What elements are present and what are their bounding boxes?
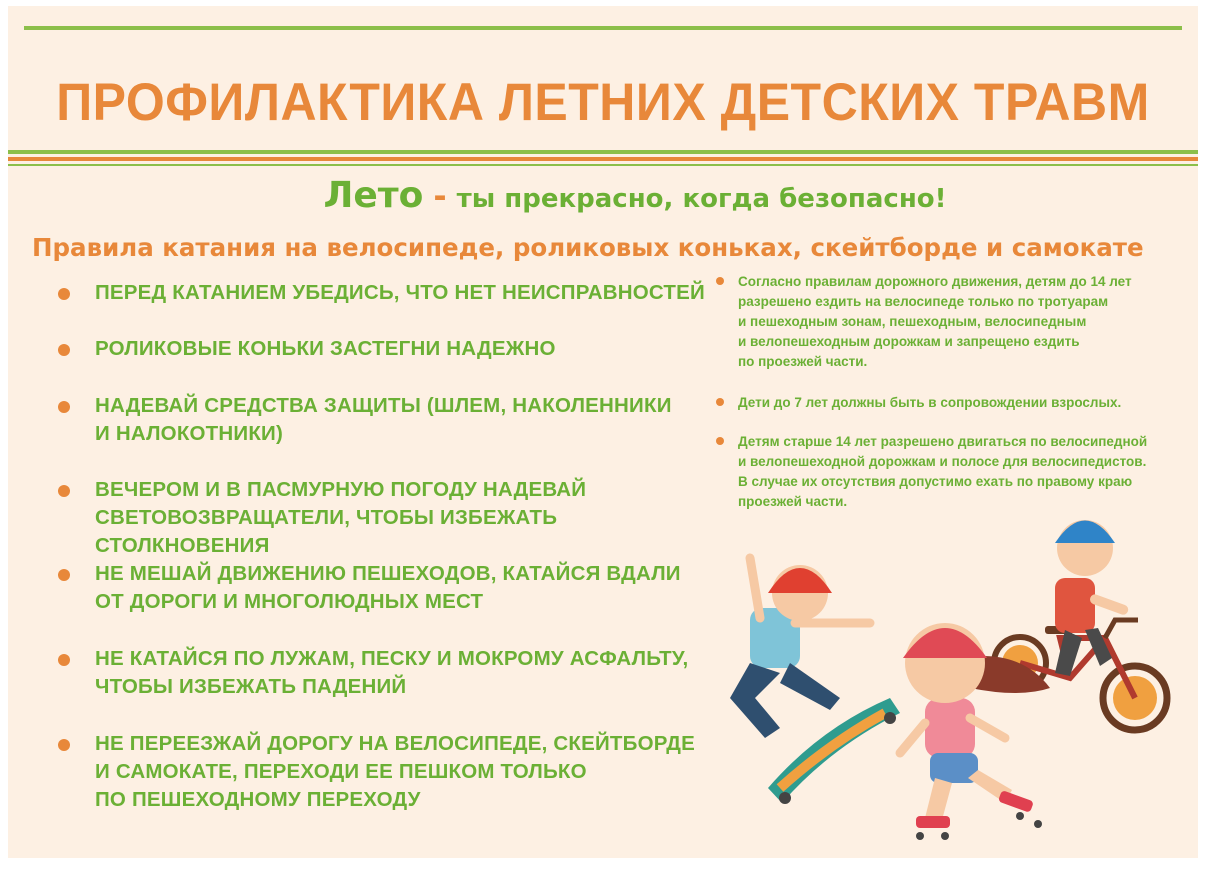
skateboarder-boy	[730, 558, 900, 804]
rule-item	[58, 560, 708, 616]
slogan-rest: ты прекрасно, когда безопасно!	[456, 184, 947, 214]
rule-text: НАДЕВАЙ СРЕДСТВА ЗАЩИТЫ (ШЛЕМ, НАКОЛЕННИКИ И НАЛОКОТНИКИ)	[95, 394, 672, 445]
bullet-icon	[58, 288, 70, 300]
bullet-icon	[58, 485, 70, 497]
note-text: Детям старше 14 лет разрешено двигаться по велосипедной и велопешеходной дорожкам и полосе для велосипедистов. В случае их отсутствия допустимо ехать по правому краю проезжей части.	[738, 434, 1148, 509]
rule-item	[58, 476, 708, 560]
rule-item	[58, 279, 708, 307]
rules-title: Правила катания на велосипеде, роликовых коньках, скейтборде и самокате	[32, 233, 1144, 262]
poster-title: ПРОФИЛАКТИКА ЛЕТНИХ ДЕТСКИХ ТРАВМ	[56, 72, 1150, 132]
divider-green-1	[8, 150, 1198, 154]
rule-text: РОЛИКОВЫЕ КОНЬКИ ЗАСТЕГНИ НАДЕЖНО	[95, 337, 556, 360]
bullet-icon	[58, 401, 70, 413]
slogan-dash: -	[433, 177, 447, 215]
note-item	[716, 393, 1176, 413]
rule-text: ПЕРЕД КАТАНИЕМ УБЕДИСЬ, ЧТО НЕТ НЕИСПРАВНОСТЕЙ	[95, 281, 705, 304]
bullet-icon	[716, 398, 724, 406]
rule-item	[58, 645, 708, 701]
bullet-icon	[716, 437, 724, 445]
rule-text: НЕ МЕШАЙ ДВИЖЕНИЮ ПЕШЕХОДОВ, КАТАЙСЯ ВДАЛИ ОТ ДОРОГИ И МНОГОЛЮДНЫХ МЕСТ	[95, 562, 681, 613]
rule-item	[58, 335, 708, 363]
divider-orange	[8, 157, 1198, 161]
rule-item	[58, 392, 708, 448]
bullet-icon	[716, 277, 724, 285]
top-divider-line	[24, 26, 1182, 30]
bullet-icon	[58, 654, 70, 666]
slogan	[8, 172, 1198, 226]
poster	[8, 6, 1198, 858]
bullet-icon	[58, 569, 70, 581]
note-text: Согласно правилам дорожного движения, детям до 14 лет разрешено ездить на велосипеде только по тротуарам и пешеходным зонам, пешеходным, велосипедным и велопешеходным дорожкам и запрещено ездить по проезжей части.	[738, 274, 1132, 369]
bullet-icon	[58, 739, 70, 751]
bullet-icon	[58, 344, 70, 356]
note-text: Дети до 7 лет должны быть в сопровождении взрослых.	[738, 395, 1122, 410]
children-skating-cycling-illustration	[720, 498, 1180, 858]
divider-green-2	[8, 164, 1198, 166]
rule-text: НЕ КАТАЙСЯ ПО ЛУЖАМ, ПЕСКУ И МОКРОМУ АСФАЛЬТУ, ЧТОБЫ ИЗБЕЖАТЬ ПАДЕНИЙ	[95, 647, 689, 698]
rule-text: ВЕЧЕРОМ И В ПАСМУРНУЮ ПОГОДУ НАДЕВАЙ СВЕТОВОЗВРАЩАТЕЛИ, ЧТОБЫ ИЗБЕЖАТЬ СТОЛКНОВЕНИЯ	[95, 478, 587, 557]
note-item	[716, 272, 1176, 372]
slogan-main: Лето	[323, 175, 424, 216]
rule-text: НЕ ПЕРЕЕЗЖАЙ ДОРОГУ НА ВЕЛОСИПЕДЕ, СКЕЙТБОРДЕ И САМОКАТЕ, ПЕРЕХОДИ ЕЕ ПЕШКОМ ТОЛЬКО ПО ПЕШЕХОДНОМУ ПЕРЕХОДУ	[95, 732, 695, 811]
rule-item	[58, 730, 708, 814]
